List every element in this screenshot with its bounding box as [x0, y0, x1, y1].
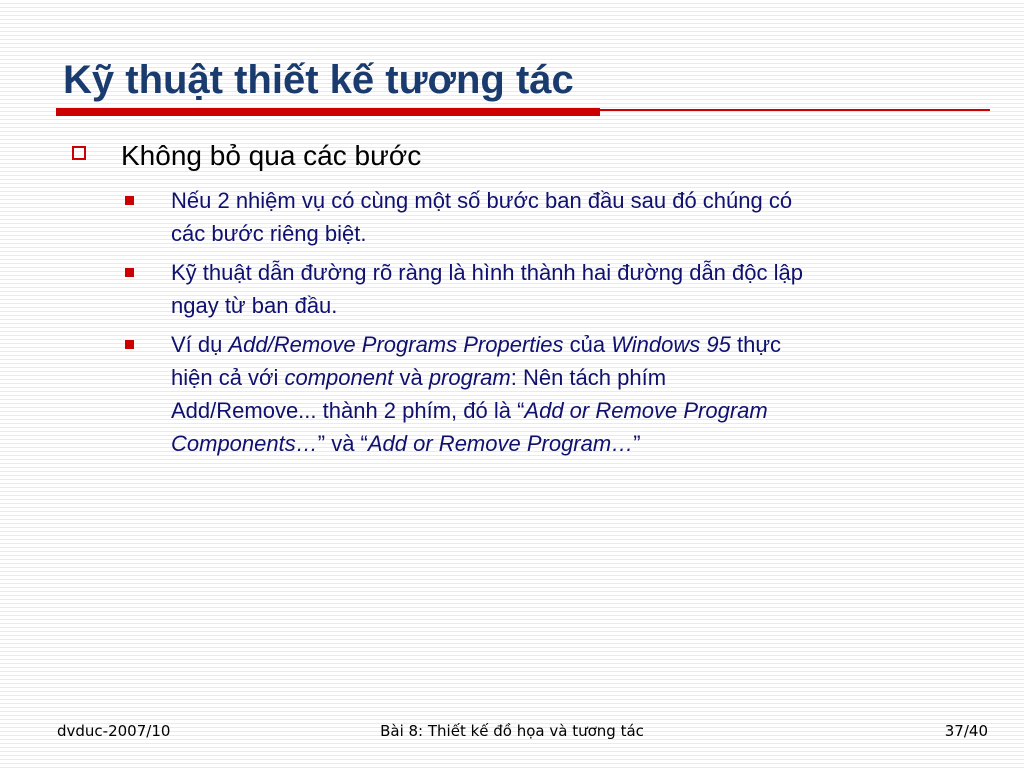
text-run: ” và “	[317, 431, 368, 456]
text-run: ngay từ ban đầu.	[171, 293, 338, 318]
italic-text-run: component	[284, 365, 394, 390]
italic-text-run: Add or Remove Program…	[367, 431, 634, 456]
sub-bullet-line	[171, 361, 1001, 394]
italic-text-run: Windows 95	[611, 332, 731, 357]
footer-author-date: dvduc-2007/10	[57, 722, 171, 740]
footer-lesson-title: Bài 8: Thiết kế đồ họa và tương tác	[380, 722, 644, 740]
hollow-square-bullet-icon	[72, 146, 86, 160]
italic-text-run: Add or Remove Program	[524, 398, 768, 423]
text-run: Nếu 2 nhiệm vụ có cùng một số bước ban đầu sau đó chúng có	[171, 188, 793, 213]
italic-text-run: Components…	[171, 431, 318, 456]
text-run: và	[393, 365, 429, 390]
title-underline-thick	[56, 108, 600, 116]
title-underline-thin	[600, 109, 990, 111]
sub-bullet-line	[171, 256, 1001, 289]
sub-bullet-line	[171, 217, 1001, 250]
footer-page-number: 37/40	[944, 722, 988, 740]
sub-bullet-text	[171, 328, 1001, 460]
sub-bullet-text	[171, 184, 1001, 250]
sub-bullet-line	[171, 289, 1001, 322]
text-run: thực	[730, 332, 782, 357]
heading-bullet-text: Không bỏ qua các bước	[121, 140, 422, 171]
sub-bullet-line	[171, 328, 1001, 361]
sub-bullet-line	[171, 427, 1001, 460]
italic-text-run: program	[428, 365, 511, 390]
sub-bullet-item	[121, 184, 1001, 250]
sub-bullet-text	[171, 256, 1001, 322]
filled-square-bullet-icon	[125, 268, 134, 277]
title-underline	[56, 108, 990, 116]
bullet-list	[121, 184, 1001, 466]
sub-bullet-item	[121, 256, 1001, 322]
text-run: ”	[633, 431, 641, 456]
text-run: các bước riêng biệt.	[171, 221, 367, 246]
filled-square-bullet-icon	[125, 340, 134, 349]
sub-bullet-line	[171, 394, 1001, 427]
text-run: hiện cả với	[171, 365, 285, 390]
text-run: Ví dụ	[171, 332, 229, 357]
filled-square-bullet-icon	[125, 196, 134, 205]
sub-bullet-item	[121, 328, 1001, 460]
text-run: Kỹ thuật dẫn đường rõ ràng là hình thành hai đường dẫn độc lập	[171, 260, 803, 285]
text-run: Add/Remove... thành 2 phím, đó là “	[171, 398, 525, 423]
slide-title: Kỹ thuật thiết kế tương tác	[63, 58, 574, 102]
text-run: của	[563, 332, 612, 357]
sub-bullet-line	[171, 184, 1001, 217]
italic-text-run: Add/Remove Programs Properties	[228, 332, 564, 357]
text-run: : Nên tách phím	[510, 365, 667, 390]
